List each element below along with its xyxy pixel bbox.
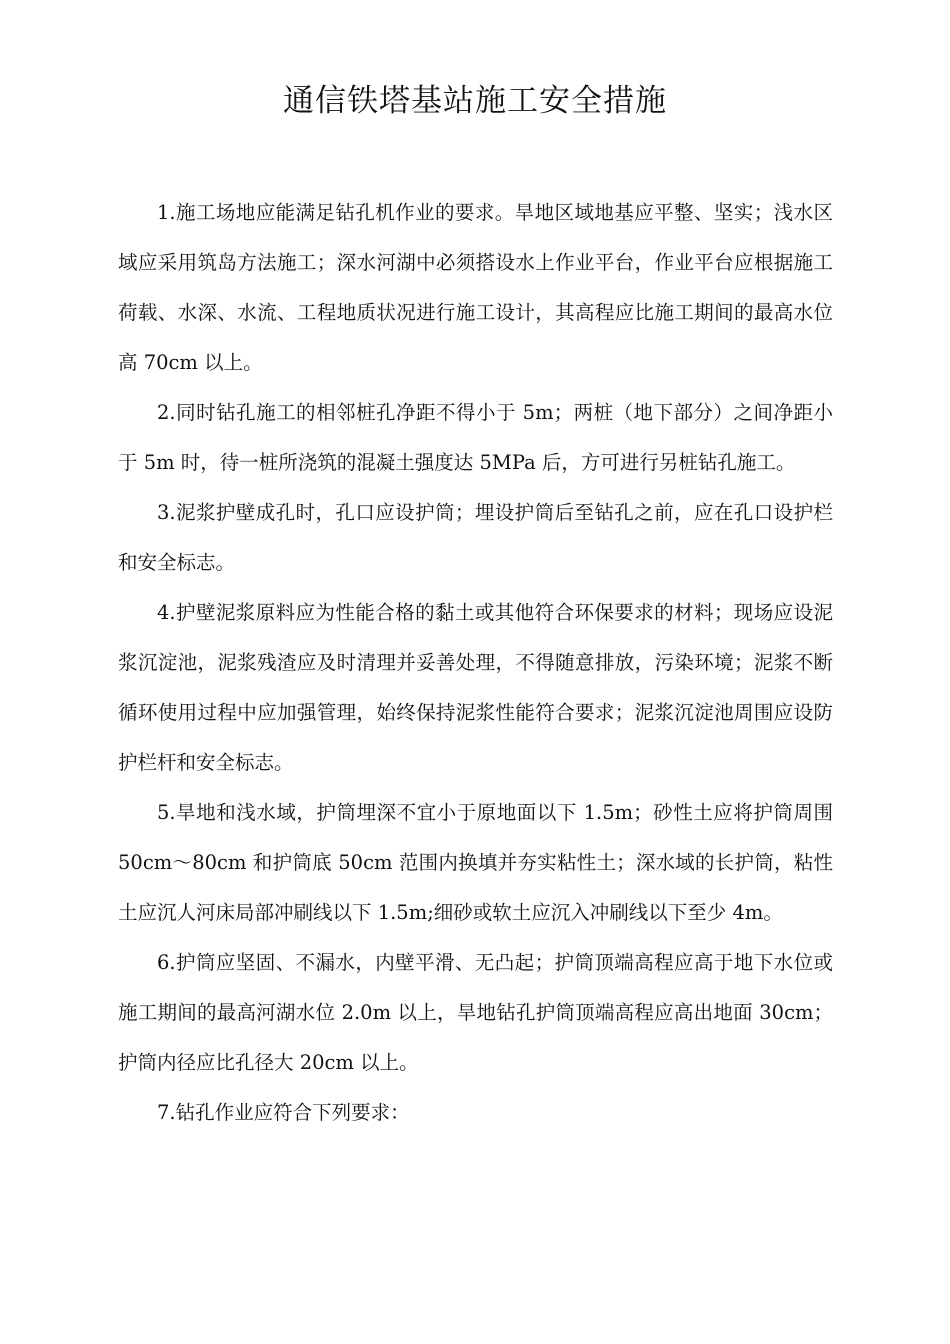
paragraph-2: 2.同时钻孔施工的相邻桩孔净距不得小于 5m；两桩（地下部分）之间净距小于 5m 时，待一桩所浇筑的混凝土强度达 5MPa 后，方可进行另桩钻孔施工。 [118,401,833,474]
paragraph-6: 6.护筒应坚固、不漏水，内壁平滑、无凸起；护筒顶端高程应高于地下水位或施工期间的最高河湖水位 2.0m 以上，旱地钻孔护筒顶端高程应高出地面 30cm；护筒内径应比孔径大 20cm 以上。 [118,951,833,1074]
paragraph-3: 3.泥浆护壁成孔时，孔口应设护筒；埋设护筒后至钻孔之前，应在孔口设护栏和安全标志。 [118,501,833,574]
document-title: 通信铁塔基站施工安全措施 [283,83,667,119]
paragraph-7: 7.钻孔作业应符合下列要求： [157,1101,410,1124]
paragraph-4: 4.护壁泥浆原料应为性能合格的黏土或其他符合环保要求的材料；现场应设泥浆沉淀池，泥浆残渣应及时清理并妥善处理，不得随意排放，污染环境；泥浆不断循环使用过程中应加强管理，始终保持泥浆性能符合要求；泥浆沉淀池周围应设防护栏杆和安全标志。 [118,601,833,774]
document-body [118,188,833,1138]
paragraph-5: 5.旱地和浅水域，护筒埋深不宜小于原地面以下 1.5m；砂性土应将护筒周围 50cm～80cm 和护筒底 50cm 范围内换填并夯实粘性土；深水域的长护筒，粘性土应沉人河床局部冲刷线以下 1.5m;细砂或软土应沉入冲刷线以下至少 4m。 [118,801,833,924]
paragraph-1: 1.施工场地应能满足钻孔机作业的要求。旱地区域地基应平整、坚实；浅水区域应采用筑岛方法施工；深水河湖中必须搭设水上作业平台，作业平台应根据施工荷载、水深、水流、工程地质状况进行施工设计，其高程应比施工期间的最高水位高 70cm 以上。 [118,201,833,374]
